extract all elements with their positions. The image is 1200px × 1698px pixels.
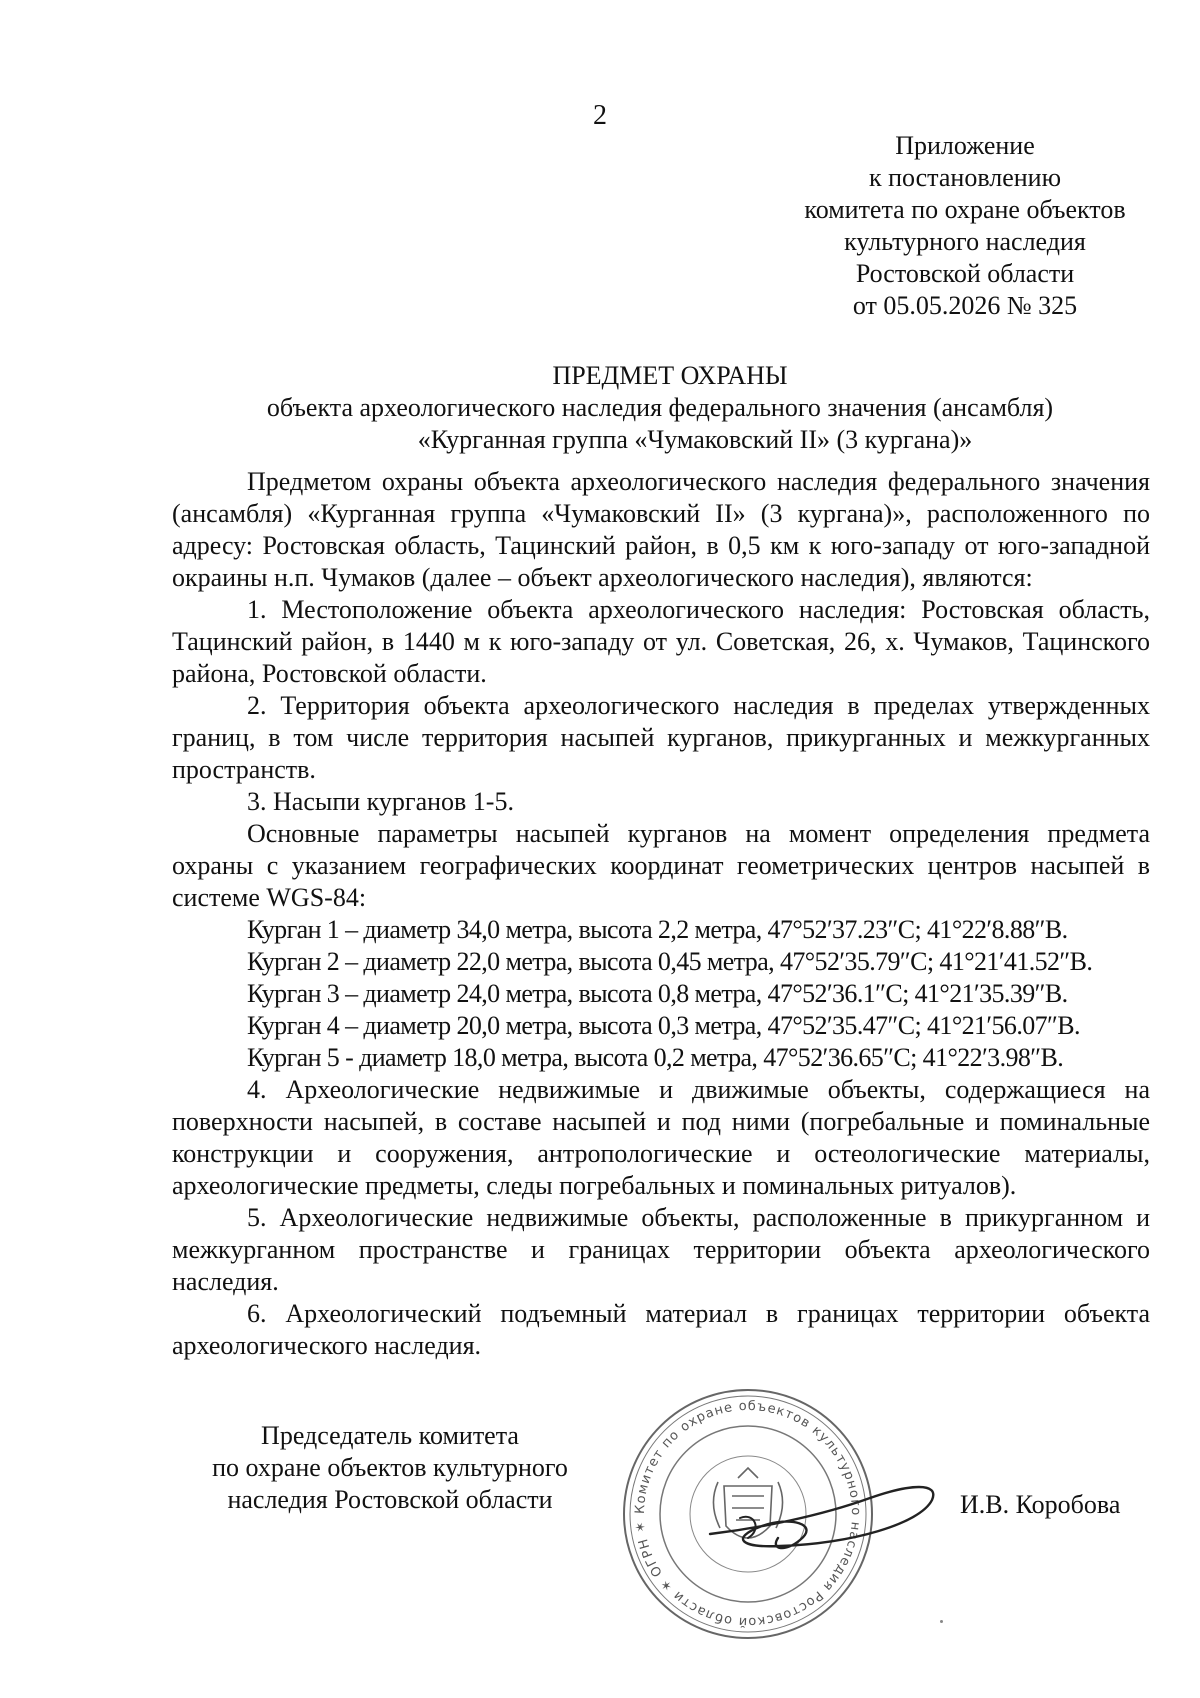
appendix-line: к постановлению (868, 163, 1062, 192)
signatory-title (170, 1420, 610, 1516)
kurgan-4-params: Курган 4 – диаметр 20,0 метра, высота 0,3 метра, 47°52′35.47″С; 41°21′56.07″В. (247, 1011, 1080, 1040)
kurgan-1-params: Курган 1 – диаметр 34,0 метра, высота 2,2 метра, 47°52′37.23″С; 41°22′8.88″В. (247, 915, 1068, 944)
intro-paragraph: Предметом охраны объекта археологического наследия федерального значения (ансамбля) «Курганная группа «Чумаковский II» (3 кургана)», расположенного по адресу: Ростовская область, Тацинский район, в 0,5 км к юго-западу от юго-западной окраины н.п. Чумаков (далее – объект археологического наследия), являются: (172, 467, 1150, 592)
document-title (170, 360, 1150, 456)
signatory-line: по охране объектов культурного (212, 1453, 568, 1482)
item-2-territory: 2. Территория объекта археологического наследия в пределах утвержденных границ, в том числе территория насыпей курганов, прикурганных и межкурганных пространств. (172, 691, 1150, 784)
handwritten-signature-icon (700, 1468, 950, 1568)
params-intro: Основные параметры насыпей курганов на момент определения предмета охраны с указанием географических координат геометрических центров насыпей в системе WGS-84: (172, 819, 1150, 912)
title-heading: ПРЕДМЕТ ОХРАНЫ (552, 361, 788, 390)
appendix-line: комитета по охране объектов (804, 195, 1126, 224)
appendix-line: культурного наследия (844, 227, 1086, 256)
scan-speck (940, 1620, 943, 1623)
svg-text:Комитет по охране объектов кул: Комитет по охране объектов культурного наследия Ростовской области ✶ ОГРН ✶ (632, 1398, 864, 1630)
appendix-header (740, 130, 1190, 322)
kurgan-3-params: Курган 3 – диаметр 24,0 метра, высота 0,8 метра, 47°52′36.1″С; 41°21′35.39″В. (247, 979, 1068, 1008)
appendix-line: Ростовской области (855, 259, 1075, 288)
item-3-mounds: 3. Насыпи курганов 1-5. (247, 787, 514, 816)
title-subheading: объекта археологического наследия федерального значения (ансамбля) (266, 393, 1054, 422)
kurgan-5-params: Курган 5 - диаметр 18,0 метра, высота 0,2 метра, 47°52′36.65″С; 41°22′3.98″В. (247, 1043, 1064, 1072)
document-body (172, 466, 1150, 1362)
signatory-line: Председатель комитета (261, 1421, 519, 1450)
signatory-line: наследия Ростовской области (227, 1485, 553, 1514)
page-number: 2 (593, 100, 607, 131)
appendix-date: от 05.05.2026 № 325 (852, 291, 1078, 320)
appendix-line: Приложение (895, 131, 1035, 160)
item-1-location: 1. Местоположение объекта археологического наследия: Ростовская область, Тацинский район, в 1440 м к юго-западу от ул. Советская, 26, х. Чумаков, Тацинского района, Ростовской области. (172, 595, 1150, 688)
signatory-name: И.В. Коробова (960, 1490, 1121, 1519)
item-4-objects: 4. Археологические недвижимые и движимые объекты, содержащиеся на поверхности насыпей, в составе насыпей и под ними (погребальные и поминальные конструкции и сооружения, антропологические и остеологические материалы, археологические предметы, следы погребальных и поминальных ритуалов). (172, 1075, 1150, 1200)
item-5-objects: 5. Археологические недвижимые объекты, расположенные в прикурганном и межкурганном пространстве и границах территории объекта археологического наследия. (172, 1203, 1150, 1296)
title-object-name: «Курганная группа «Чумаковский II» (3 кургана)» (417, 425, 973, 454)
item-6-material: 6. Археологический подъемный материал в границах территории объекта археологического наследия. (172, 1299, 1150, 1360)
kurgan-2-params: Курган 2 – диаметр 22,0 метра, высота 0,45 метра, 47°52′35.79″С; 41°21′41.52″В. (247, 947, 1093, 976)
